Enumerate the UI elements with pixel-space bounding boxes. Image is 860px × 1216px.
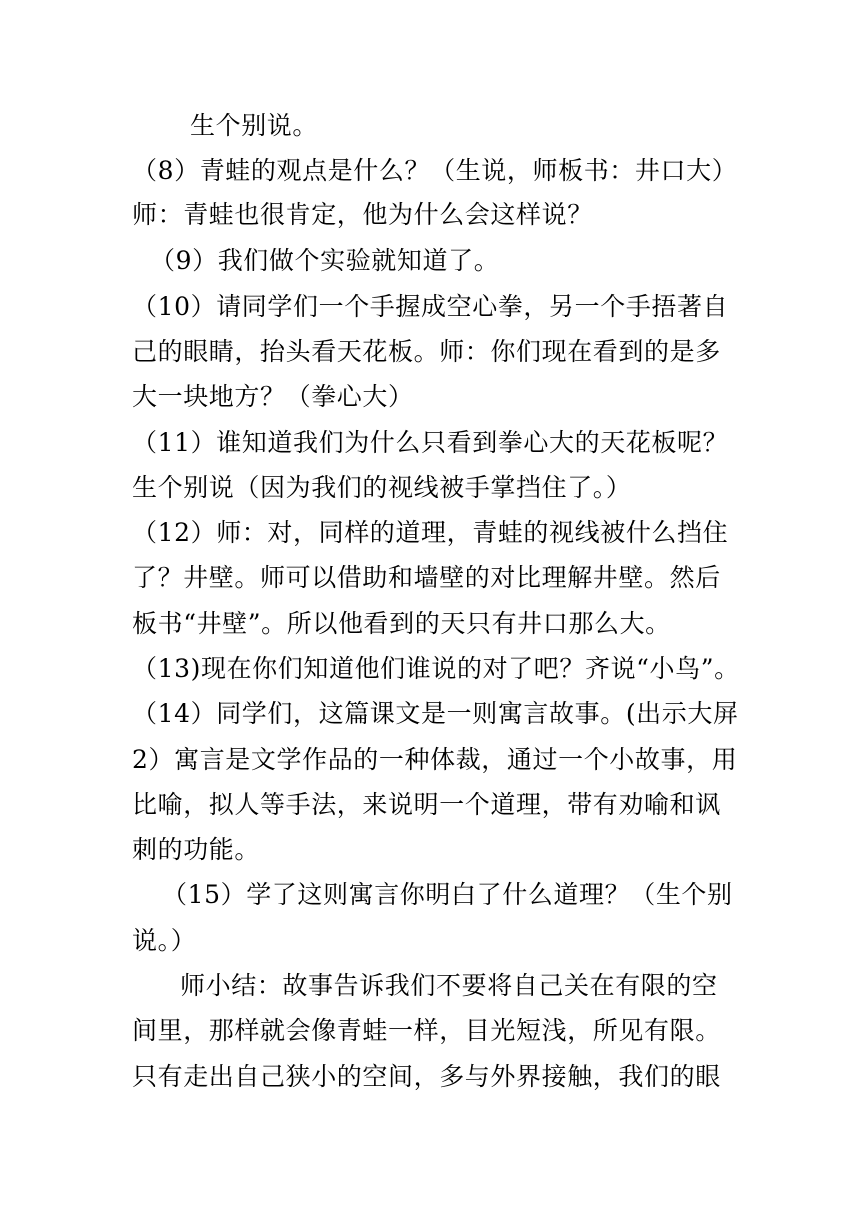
text-line: 大一块地方？（拳心大） bbox=[132, 382, 414, 411]
text-line: 了？井壁。师可以借助和墙壁的对比理解井壁。然后 bbox=[132, 563, 721, 592]
text-line: 间里，那样就会像青蛙一样，目光短浅，所见有限。 bbox=[132, 1016, 721, 1045]
text-line: （13)现在你们知道他们谁说的对了吧？齐说“小鸟”。 bbox=[132, 654, 740, 683]
text-line: （15）学了这则寓言你明白了什么道理？（生个别 bbox=[162, 880, 733, 909]
text-line: （10）请同学们一个手握成空心拳，另一个手捂著自 bbox=[132, 292, 729, 321]
text-line: 只有走出自己狭小的空间，多与外界接触，我们的眼 bbox=[132, 1062, 721, 1091]
text-line: 板书“井壁”。所以他看到的天只有井口那么大。 bbox=[132, 609, 671, 638]
text-line: 刺的功能。 bbox=[132, 835, 261, 864]
text-line: 师：青蛙也很肯定，他为什么会这样说？ bbox=[132, 200, 593, 229]
text-line: （11）谁知道我们为什么只看到拳心大的天花板呢？ bbox=[132, 428, 729, 457]
text-line: 2）寓言是文学作品的一种体裁，通过一个小故事，用 bbox=[132, 745, 738, 774]
text-line: 己的眼睛，抬头看天花板。师：你们现在看到的是多 bbox=[132, 337, 721, 366]
text-line: （9）我们做个实验就知道了。 bbox=[150, 246, 500, 275]
text-line: （8）青蛙的观点是什么？（生说，师板书：井口大） bbox=[132, 156, 738, 185]
text-line: 师小结：故事告诉我们不要将自己关在有限的空 bbox=[180, 971, 718, 1000]
text-line: （14）同学们，这篇课文是一则寓言故事。(出示大屏 bbox=[132, 699, 739, 728]
text-line: 比喻，拟人等手法，来说明一个道理，带有劝喻和讽 bbox=[132, 790, 721, 819]
text-line: 生个别说（因为我们的视线被手掌挡住了。） bbox=[132, 473, 632, 502]
text-line: 生个别说。 bbox=[190, 111, 319, 140]
text-line: （12）师：对，同样的道理，青蛙的视线被什么挡住 bbox=[132, 518, 729, 547]
text-line: 说。） bbox=[132, 926, 197, 955]
